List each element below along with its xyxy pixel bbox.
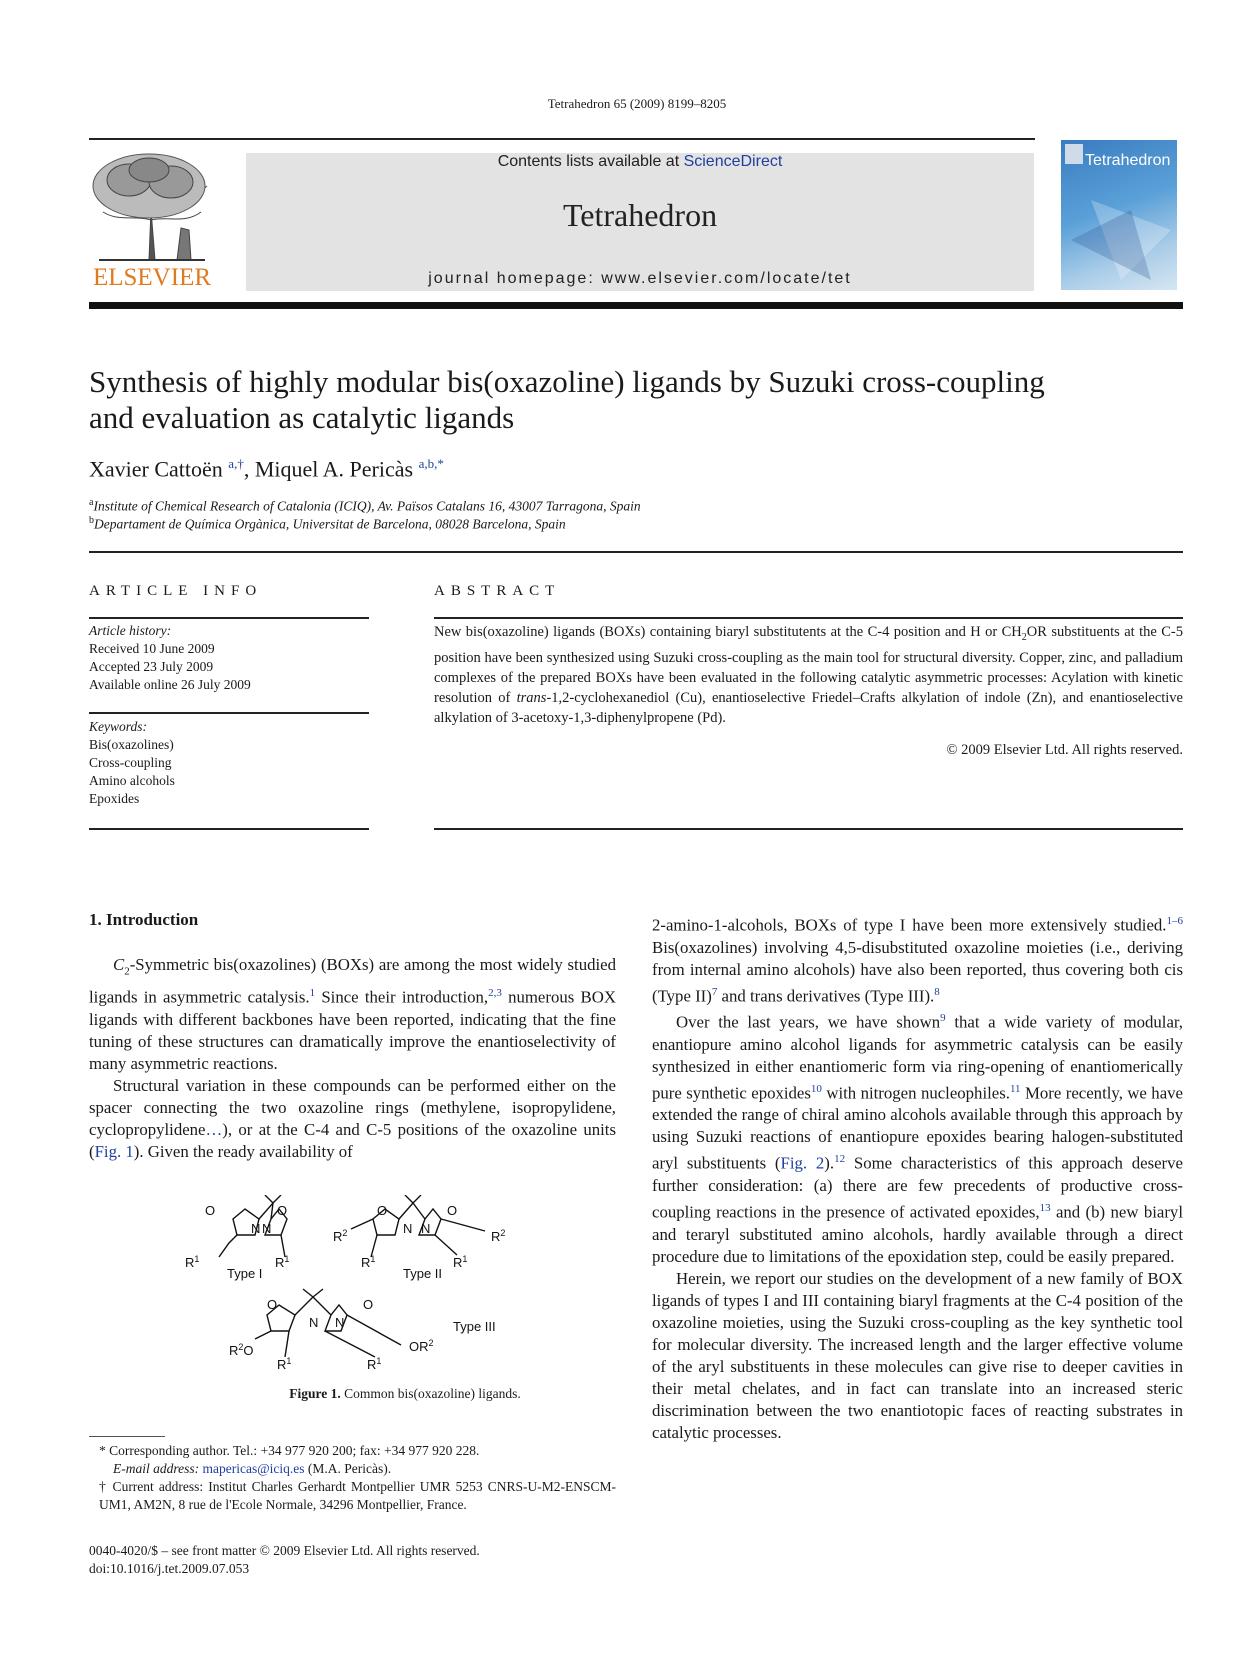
abstract-rule-bottom	[434, 828, 1183, 830]
r1-label: $R^1$	[367, 1356, 382, 1372]
article-info-heading: ARTICLE INFO	[89, 583, 263, 599]
author-list	[89, 456, 444, 482]
elsevier-tree-icon	[89, 150, 215, 262]
r2-label: $R^2$	[333, 1228, 348, 1244]
intro-paragraph-4	[652, 1007, 1183, 1267]
p1-text-a: -Symmetric bis(oxazolines) (BOXs) are among the most widely studied ligands in asymmetric catalysis.	[89, 955, 616, 1007]
citation-ref[interactable]: 8	[934, 985, 940, 998]
keyword-item: Cross-coupling	[89, 755, 172, 770]
affil-a-text: Institute of Chemical Research of Catalonia (ICIQ), Av. Països Catalans 16, 43007 Tarragona, Spain	[93, 498, 641, 514]
online-date: Available online 26 July 2009	[89, 677, 251, 692]
journal-name: Tetrahedron	[562, 197, 718, 233]
citation-ref[interactable]: 11	[1009, 1082, 1021, 1095]
c2-symbol: C	[113, 955, 125, 974]
journal-citation: Tetrahedron 65 (2009) 8199–8205	[547, 96, 727, 111]
footnote-text: Current address: Institut Charles Gerhardt Montpellier UMR 5253 CNRS-U-M2-ENSCM-UM1, AM2N, 8 rue de l'Ecole Normale, 34296 Montpellier, France.	[99, 1479, 616, 1512]
atom-label: O	[267, 1297, 278, 1312]
p3-text-a: 2-amino-1-alcohols, BOXs of type I have been more extensively studied.	[652, 915, 1167, 935]
received-date: Received 10 June 2009	[89, 641, 215, 656]
atom-label: N	[309, 1315, 319, 1330]
p4-text-d: More recently, we have extended the range of chiral amino alcohols available through this approach by using Suzuki reactions of enantiopure epoxides bearing halogen-substituted aryl substituents (	[652, 1083, 1183, 1173]
abstract-heading: ABSTRACT	[434, 583, 561, 599]
figure-1-structures	[185, 1195, 515, 1375]
p4-text-g: and (b) new biaryl and teraryl substituted amino alcohols, hardly available through a direct procedure due to limitations of the epoxidation step, could be easily prepared.	[652, 1202, 1183, 1266]
atom-label: N	[251, 1221, 261, 1236]
author-separator: ,	[243, 456, 255, 482]
p2-text-b: ), or at the C-4 and C-5 positions of the oxazoline units (	[89, 1119, 616, 1161]
title-line-1: Synthesis of highly modular bis(oxazoline) ligands by Suzuki cross-coupling	[89, 364, 1045, 399]
citation-ref[interactable]: 10	[810, 1082, 822, 1095]
keyword-item: Bis(oxazolines)	[89, 737, 174, 752]
caption-label: Figure 1.	[289, 1386, 341, 1401]
citation-ref[interactable]: 12	[834, 1153, 846, 1166]
journal-banner	[246, 153, 1034, 291]
atom-label: N	[262, 1221, 272, 1236]
affil-a-mark: a	[89, 497, 94, 508]
p3-text-b: Bis(oxazolines) involving 4,5-disubstituted oxazoline moieties (i.e., deriving from internal amino alcohols) have also been reported, thus covering both cis (Type II)	[652, 937, 1183, 1006]
p4-text-e: ).	[824, 1153, 835, 1173]
intro-paragraph-2	[89, 1075, 616, 1163]
footnote-corresponding	[89, 1442, 616, 1460]
affil-b-text: Departament de Química Orgànica, Universitat de Barcelona, 08028 Barcelona, Spain	[94, 516, 566, 532]
abstract-subscript: 2	[1021, 631, 1027, 643]
p4-text-f: Some characteristics of this approach deserve further consideration: (a) there are few precedents of productive cross-coupling reactions in the presence of activated epoxides,	[652, 1153, 1183, 1222]
footnote-current-address	[89, 1478, 616, 1514]
affiliation-a	[89, 497, 641, 515]
info-rule-bottom	[89, 828, 369, 830]
front-matter	[89, 1542, 480, 1578]
type-1-label: Type I	[227, 1266, 263, 1281]
p4-text-a: Over the last years, we have shown	[676, 1012, 941, 1032]
p2-text-a: Structural variation in these compounds can be performed either on the spacer connecting the two oxazoline rings (methylene, isopropylidene, cyclopropylidene	[89, 1075, 616, 1139]
header-rule	[89, 138, 1035, 140]
affil-b-mark: b	[89, 515, 94, 526]
atom-label: N	[421, 1221, 431, 1236]
r2-label: $R^2$	[491, 1228, 506, 1244]
ellipsis-link[interactable]: …	[205, 1119, 223, 1139]
section-heading-introduction: 1. Introduction	[89, 910, 199, 929]
p1-text-b: Since their introduction,	[315, 987, 489, 1007]
journal-homepage-link[interactable]: journal homepage: www.elsevier.com/locate/tet	[428, 270, 852, 287]
abstract-copyright: © 2009 Elsevier Ltd. All rights reserved.	[946, 742, 1183, 758]
author-cattoen: Xavier Cattoën	[89, 456, 223, 482]
r1-label: $R^1$	[277, 1356, 292, 1372]
article-title	[89, 364, 1183, 436]
citation-ref[interactable]: 7	[711, 985, 718, 998]
doi-link[interactable]: doi:10.1016/j.tet.2009.07.053	[89, 1561, 250, 1576]
email-label: E-mail address:	[113, 1461, 200, 1476]
p4-text-c: with nitrogen nucleophiles.	[821, 1083, 1010, 1103]
atom-label: N	[335, 1315, 345, 1330]
caption-text: Common bis(oxazoline) ligands.	[340, 1386, 521, 1401]
c2-subscript: 2	[124, 965, 130, 978]
atom-label: O	[277, 1203, 288, 1218]
atom-label: O	[377, 1203, 388, 1218]
atom-label: N	[403, 1221, 413, 1236]
footnote-rule	[89, 1436, 165, 1437]
contents-line	[246, 153, 1034, 171]
figure-1-link[interactable]: Fig. 1	[94, 1141, 134, 1161]
p4-text-b: that a wide variety of modular, enantiopure amino alcohol ligands for asymmetric catalysis can be easily synthesized in either enantiomeric form via ring-opening of enantiomerically pure synthetic epoxides	[652, 1012, 1183, 1103]
citation-ref[interactable]: 1	[309, 987, 316, 1000]
atom-label: O	[205, 1203, 216, 1218]
r1-label: $R^1$	[185, 1254, 200, 1270]
author1-affil-marks[interactable]: a,†	[228, 456, 244, 471]
sciencedirect-link[interactable]: ScienceDirect	[683, 153, 783, 170]
intro-paragraph-5: Herein, we report our studies on the development of a new family of BOX ligands of types I and III containing biaryl fragments at the C-4 position of the oxazoline moieties, using the Suzuki cross-coupling as the key synthetic tool for molecular diversity. The increased length and the larger effective volume of the aryl substituents in these molecules can give rise to deeper cavities in their metal chelates, and in fact can translate into an increased steric discrimination between the two enantiotopic faces of reacting substrates in catalytic processes.	[652, 1268, 1183, 1442]
abstract-part-1: New bis(oxazoline) ligands (BOXs) containing biaryl substitutents at the C-4 position and H or CH	[434, 624, 1022, 640]
or2-label: $OR^2$	[409, 1338, 434, 1354]
p2-text-c: ). Given the ready availability of	[133, 1141, 353, 1161]
elsevier-logo[interactable]	[89, 150, 215, 292]
header-thick-rule	[89, 302, 1183, 309]
accepted-date: Accepted 23 July 2009	[89, 659, 214, 674]
affiliation-b	[89, 515, 566, 533]
atom-label: O	[363, 1297, 374, 1312]
footnotes	[89, 1442, 616, 1514]
figure-2-link[interactable]: Fig. 2	[780, 1153, 825, 1173]
p1-text-c: numerous BOX ligands with different backbones have been reported, indicating that the fine tuning of these structures can dramatically improve the enantioselectivity of many asymmetric reactions.	[89, 987, 616, 1073]
front-matter-line: 0040-4020/$ – see front matter © 2009 Elsevier Ltd. All rights reserved.	[89, 1543, 480, 1558]
abstract-part-3: -1,2-cyclohexanediol (Cu), enantioselective Friedel–Crafts alkylation of indole (Zn), and enantioselective alkylation of 3-acetoxy-1,3-diphenylpropene (Pd).	[434, 689, 1183, 726]
abstract-rule-top	[434, 617, 1183, 619]
journal-cover-image[interactable]	[1061, 140, 1177, 290]
footnote-text: Corresponding author. Tel.: +34 977 920 200; fax: +34 977 920 228.	[105, 1443, 480, 1458]
type-2-label: Type II	[403, 1266, 443, 1281]
citation-ref[interactable]: 9	[940, 1012, 946, 1025]
intro-left-column	[89, 954, 616, 1163]
footnote-email	[89, 1460, 616, 1478]
keyword-item: Epoxides	[89, 791, 140, 806]
r1-label: $R^1$	[361, 1254, 376, 1270]
info-rule-top	[89, 617, 369, 619]
citation-ref[interactable]: 2,3	[488, 987, 502, 1000]
author-pericas: Miquel A. Pericàs	[254, 456, 414, 482]
email-after: (M.A. Pericàs).	[304, 1461, 392, 1476]
article-history	[89, 622, 369, 694]
abstract-part-2: OR substituents at the C-5 position have been synthesized using Suzuki cross-coupling as the main tool for structural diversity. Copper, zinc, and palladium complexes of the prepared BOXs have been evaluated in the following catalytic asymmetric processes: Acylation with kinetic resolution of	[434, 624, 1183, 706]
r1-label: $R^1$	[453, 1254, 468, 1270]
abstract-trans: trans	[516, 689, 547, 706]
history-label: Article history:	[89, 623, 172, 638]
r2o-label: $R^2O$	[229, 1342, 254, 1358]
keyword-item: Amino alcohols	[89, 773, 175, 788]
type-3-label: Type III	[453, 1319, 496, 1334]
intro-paragraph-3	[652, 910, 1183, 1007]
cover-graphic	[1061, 140, 1177, 290]
title-line-2: and evaluation as catalytic ligands	[89, 400, 515, 435]
intro-paragraph-1	[89, 954, 616, 1075]
citation-ref[interactable]: 1–6	[1166, 915, 1183, 927]
author2-affil-marks[interactable]: a,b,*	[418, 456, 444, 471]
keywords-label: Keywords:	[89, 719, 147, 734]
footnote-mark: †	[99, 1479, 108, 1494]
footnote-mark: *	[99, 1443, 106, 1458]
atom-label: O	[447, 1203, 458, 1218]
cover-title: Tetrahedron	[1085, 152, 1171, 169]
intro-right-column	[652, 910, 1183, 1444]
p3-text-c: and trans derivatives (Type III).	[717, 986, 935, 1006]
publisher-name: ELSEVIER	[92, 264, 212, 291]
citation-ref[interactable]: 13	[1039, 1201, 1051, 1214]
keywords-block	[89, 718, 369, 808]
r1-label: $R^1$	[275, 1254, 290, 1270]
abstract-body	[434, 622, 1183, 728]
contents-prefix: Contents lists available at	[497, 153, 684, 170]
section-rule	[89, 551, 1183, 553]
email-link[interactable]: mapericas@iciq.es	[202, 1461, 305, 1476]
info-rule-mid	[89, 712, 369, 714]
